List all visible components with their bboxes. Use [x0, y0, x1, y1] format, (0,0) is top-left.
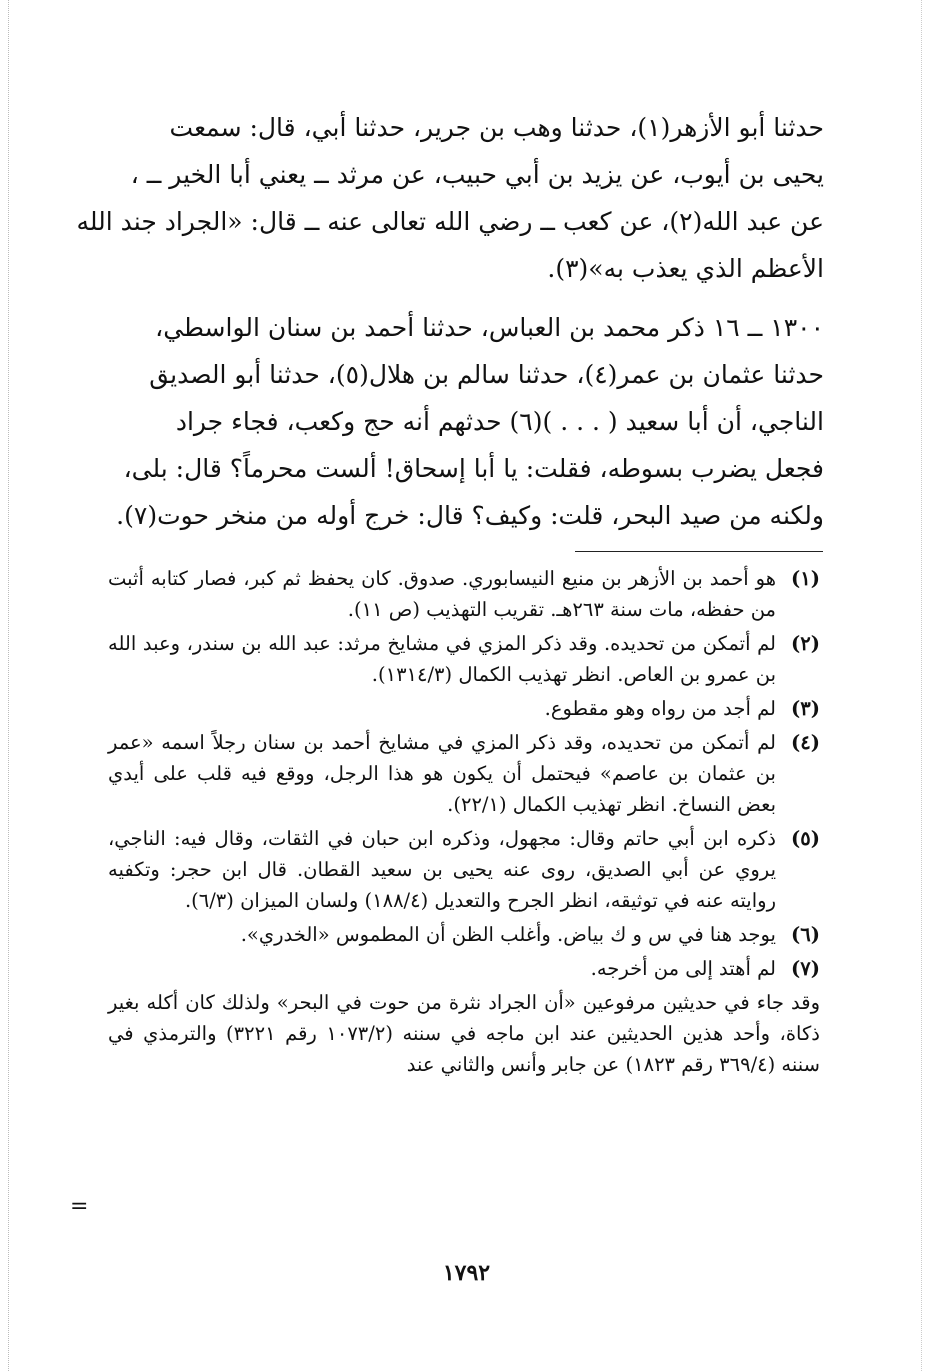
footnote-3	[108, 693, 820, 724]
footnote-number: (٥)	[791, 827, 820, 850]
text-line: ولكنه من صيد البحر، قلت: وكيف؟ قال: خرج أوله من منخر حوت(٧).	[116, 501, 824, 530]
footnote-5	[108, 823, 820, 916]
footnote-7	[108, 953, 820, 984]
text-line: حدثنا عثمان بن عمر(٤)، حدثنا سالم بن هلال(٥)، حدثنا أبو الصديق	[149, 360, 824, 389]
footnote-number: (٧)	[791, 957, 820, 980]
paragraph-1	[76, 104, 824, 292]
main-text	[76, 104, 824, 539]
footnote-number: (٤)	[791, 731, 820, 754]
footnote-6	[108, 919, 820, 950]
footnote-text: ذكره ابن أبي حاتم وقال: مجهول، وذكره ابن حبان في الثقات، وقال فيه: الناجي، يروي عن أبي الصديق، روى عنه يحيى بن سعيد القطان. قال ابن حجر: وتكفيه روايته عنه في توثيقه، انظر الجرح والتعديل (١٨٨/٤) ولسان الميزان (٦/٣).	[108, 827, 776, 912]
scan-edge-left	[8, 0, 10, 1371]
footnote-number: (٣)	[791, 697, 820, 720]
footnote-number: (٢)	[791, 632, 820, 655]
footnotes	[108, 563, 820, 1080]
paragraph-2	[112, 304, 824, 539]
text-line: الناجي، أن أبا سعيد ( . . . )(٦) حدثهم أنه حج وكعب، فجاء جراد	[175, 407, 824, 436]
footnote-text: لم أتمكن من تحديده. وقد ذكر المزي في مشايخ مرثد: عبد الله بن سندر، وعبد الله بن عمرو بن العاص. انظر تهذيب الكمال (١٣١٤/٣).	[108, 632, 776, 686]
text-line: ١٣٠٠ ــ ١٦ ذكر محمد بن العباس، حدثنا أحمد بن سنان الواسطي،	[155, 313, 824, 342]
continuation-mark: =	[70, 1194, 89, 1219]
footnote-2	[108, 628, 820, 690]
text-line: فجعل يضرب بسوطه، فقلت: يا أبا إسحاق! ألست محرماً؟ قال: بلى،	[123, 454, 824, 483]
footnote-4	[108, 727, 820, 820]
text-line: حدثنا أبو الأزهر(١)، حدثنا وهب بن جرير، حدثنا أبي، قال: سمعت	[169, 113, 824, 142]
text-line: الأعظم الذي يعذب به»(٣).	[547, 254, 824, 283]
text-line: يحيى بن أيوب، عن يزيد بن أبي حبيب، عن مرثد ــ يعني أبا الخير ــ ،	[130, 160, 824, 189]
footnote-separator	[575, 551, 823, 552]
scan-edge-right	[921, 0, 923, 1371]
footnote-1	[108, 563, 820, 625]
footnote-text: هو أحمد بن الأزهر بن منيع النيسابوري. صدوق. كان يحفظ ثم كبر، فصار كتابه أثبت من حفظه، مات سنة ٢٦٣هـ. تقريب التهذيب (ص ١١).	[108, 567, 776, 621]
footnote-number: (١)	[791, 567, 820, 590]
footnote-text: لم أهتد إلى من أخرجه.	[590, 957, 776, 980]
footnote-text: يوجد هنا في س و ك بياض. وأغلب الظن أن المطموس «الخدري».	[240, 923, 776, 946]
footnote-text: لم أجد من رواه وهو مقطوع.	[544, 697, 776, 720]
footnote-text: لم أتمكن من تحديده، وقد ذكر المزي في مشايخ أحمد بن سنان رجلاً اسمه «عمر بن عثمان بن عاصم» فيحتمل أن يكون هو هذا الرجل، ووقع فيه قلب على أيدي بعض النساخ. انظر تهذيب الكمال (٢٢/١).	[108, 731, 776, 816]
footnote-number: (٦)	[791, 923, 820, 946]
page-number: ١٧٩٢	[442, 1260, 491, 1286]
text-line: عن عبد الله(٢)، عن كعب ــ رضي الله تعالى عنه ــ قال: «الجراد جند الله	[76, 207, 824, 236]
footnote-continuation: وقد جاء في حديثين مرفوعين «أن الجراد نثرة من حوت في البحر» ولذلك كان أكله بغير ذكاة، وأحد هذين الحديثين عند ابن ماجه في سننه (١٠٧٣/٢ رقم ٣٢٢١) والترمذي في سننه (٣٦٩/٤ رقم ١٨٢٣) عن جابر وأنس والثاني عند	[108, 991, 820, 1076]
